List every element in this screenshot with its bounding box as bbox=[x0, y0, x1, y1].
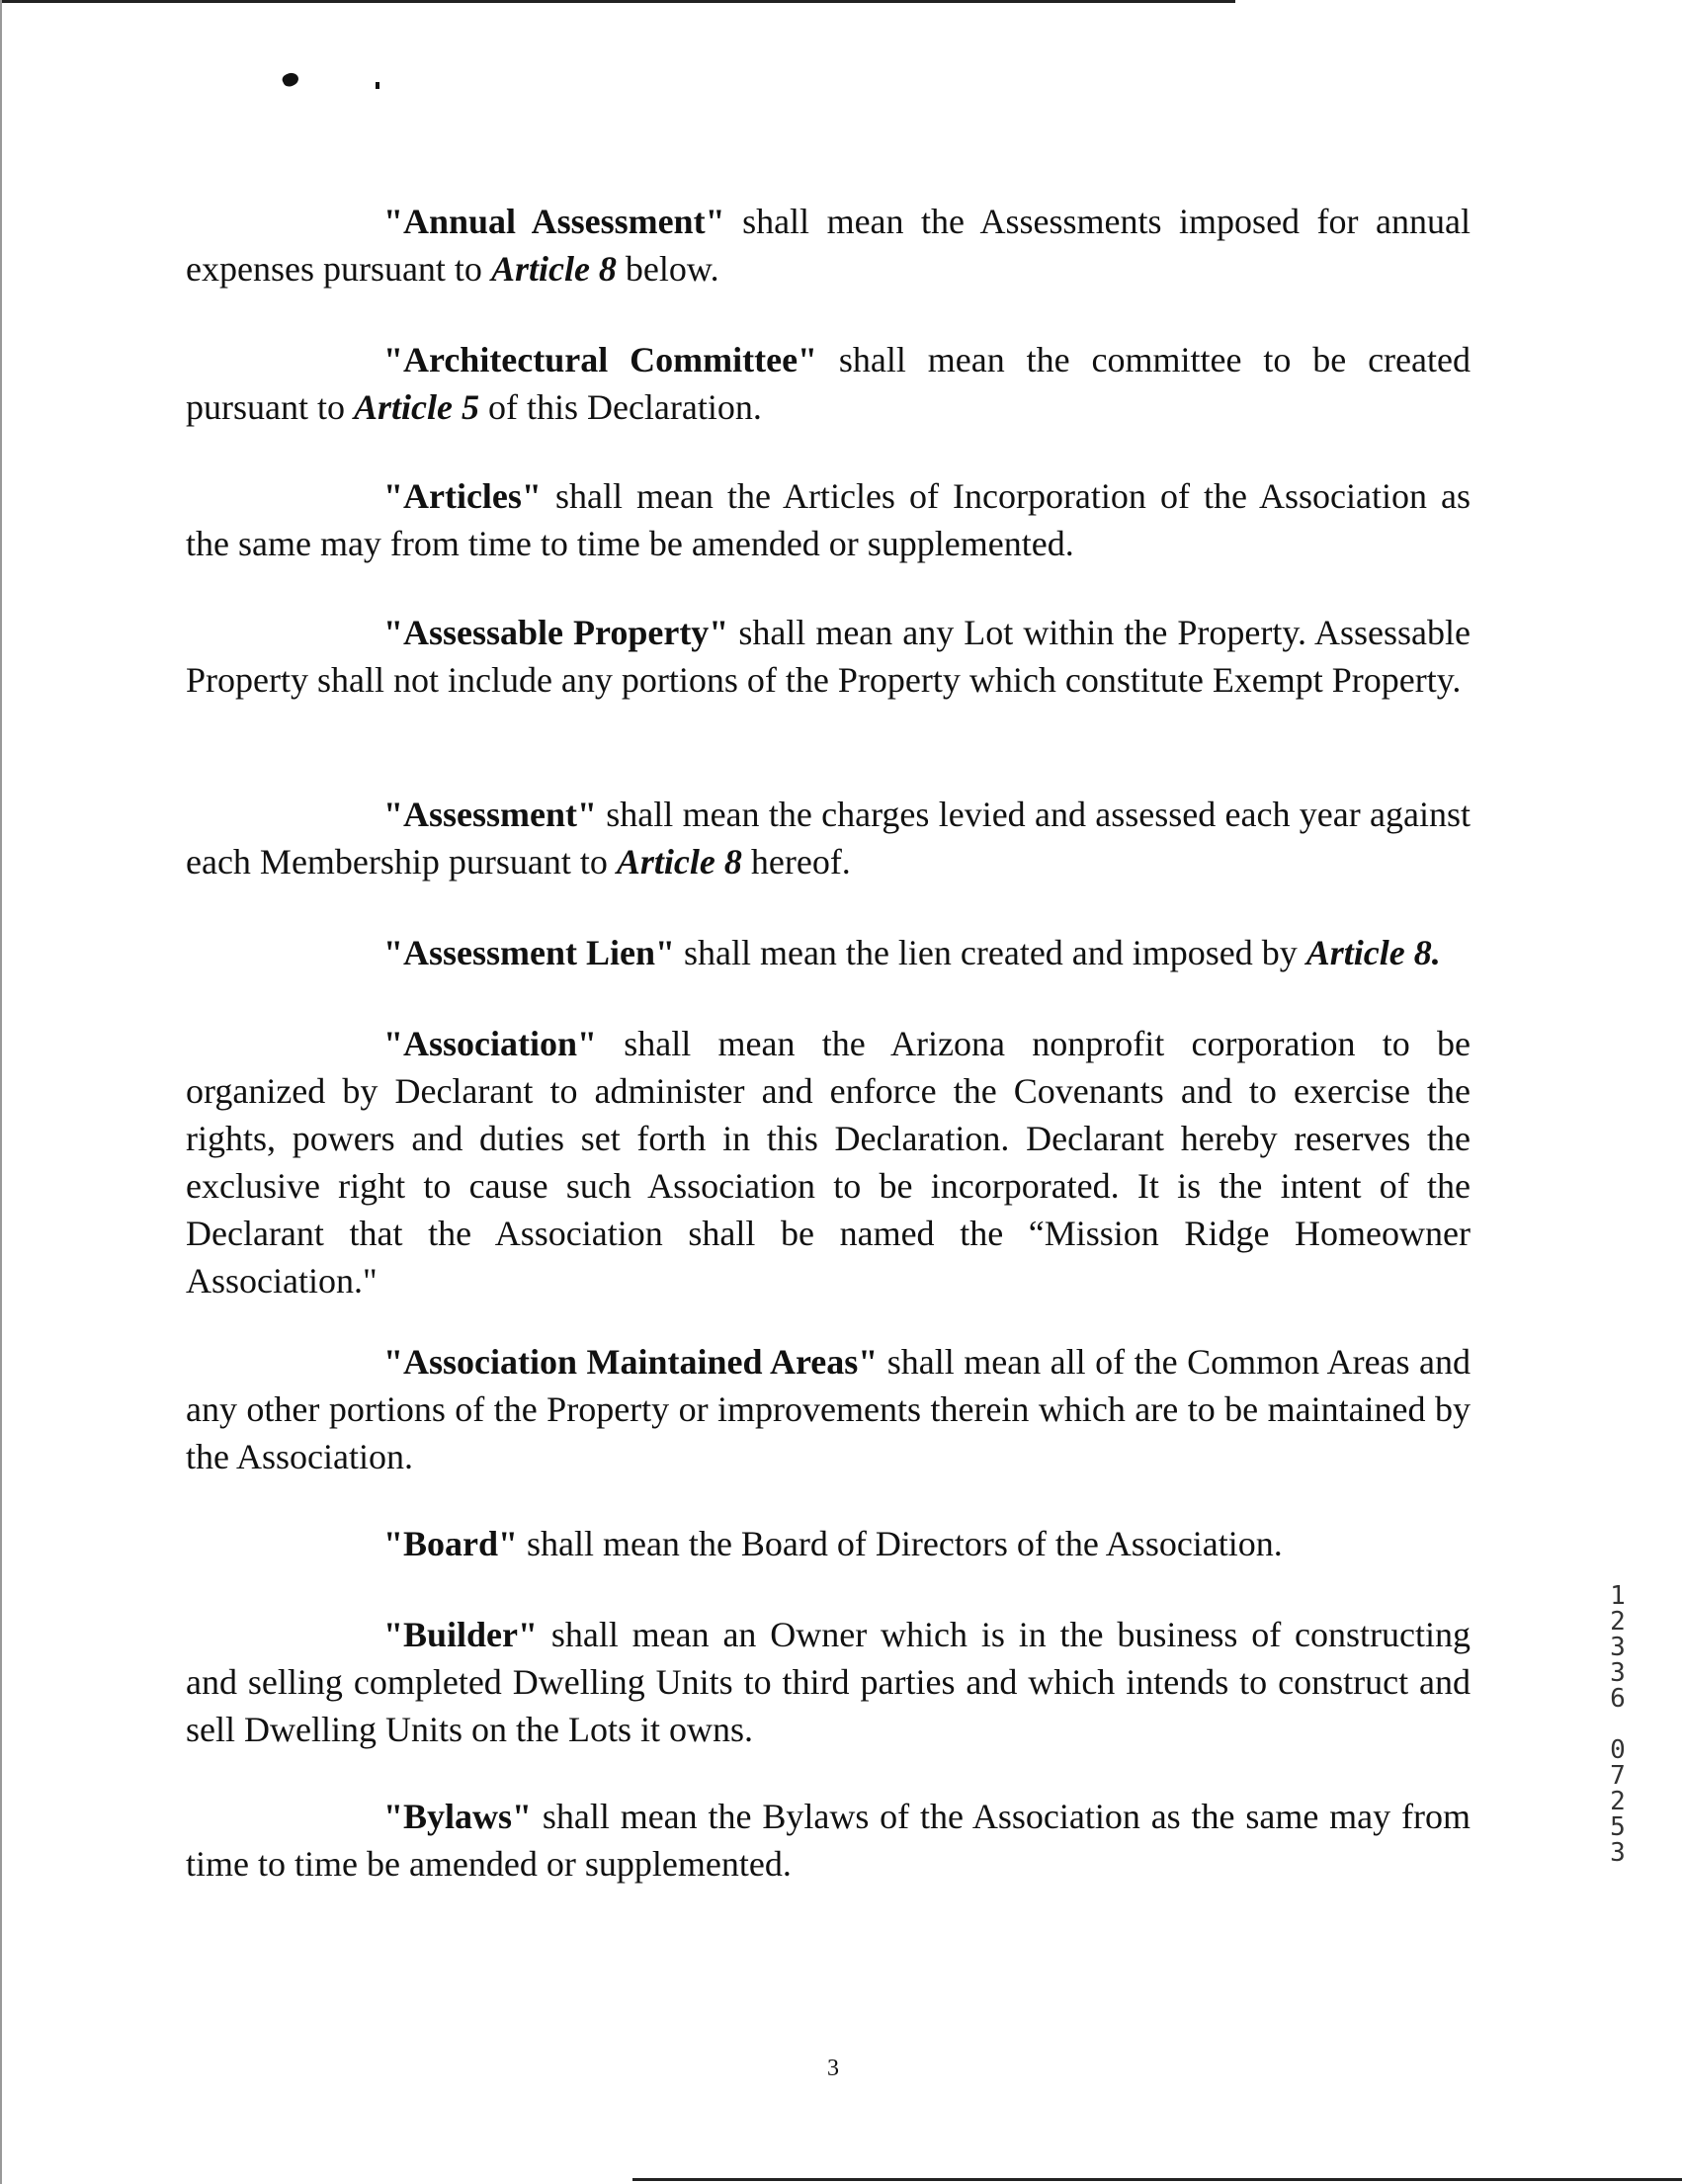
bottom-scan-edge bbox=[632, 2178, 1682, 2181]
scan-speck bbox=[281, 70, 300, 89]
definition-bylaws bbox=[186, 1793, 1471, 1888]
definition-articles bbox=[186, 472, 1471, 567]
definition-text: shall mean the Board of Directors of the Association. bbox=[517, 1524, 1283, 1563]
definition-text: shall mean any Lot within the Property. Assessable Property shall not include any portions of the Property which constitute Exempt Property. bbox=[186, 613, 1471, 700]
definition-board bbox=[186, 1520, 1471, 1567]
definition-term: "Articles" bbox=[383, 476, 542, 516]
definition-assessable-property bbox=[186, 609, 1471, 704]
definition-term: "Association" bbox=[383, 1024, 597, 1063]
definition-association bbox=[186, 1020, 1471, 1304]
definition-text: shall mean the Bylaws of the Association as the same may from time to time be amended or supplemented. bbox=[186, 1797, 1471, 1884]
definition-text: shall mean all of the Common Areas and any other portions of the Property or improvements therein which are to be maintained by the Association. bbox=[186, 1342, 1471, 1476]
definition-term: "Assessable Property" bbox=[383, 613, 729, 652]
definition-term: "Association Maintained Areas" bbox=[383, 1342, 879, 1382]
definition-term: "Builder" bbox=[383, 1615, 538, 1654]
definition-architectural-committee bbox=[186, 336, 1471, 431]
definition-association-maintained-areas bbox=[186, 1338, 1471, 1480]
definition-builder bbox=[186, 1611, 1471, 1753]
definition-assessment bbox=[186, 791, 1471, 885]
top-scan-edge bbox=[0, 0, 1235, 3]
article-reference: Article 8. bbox=[1305, 933, 1441, 972]
definition-text-end: below. bbox=[616, 249, 719, 289]
definition-term: "Bylaws" bbox=[383, 1797, 532, 1836]
left-scan-edge bbox=[0, 0, 2, 2184]
page-number: 3 bbox=[827, 2056, 839, 2081]
definition-term: "Annual Assessment" bbox=[383, 202, 725, 241]
definition-text: shall mean the charges levied and assessed each year against each Membership pursuant to bbox=[186, 795, 1471, 882]
article-reference: Article 8 bbox=[490, 249, 617, 289]
definition-text-end: hereof. bbox=[741, 842, 851, 882]
definition-assessment-lien bbox=[186, 929, 1471, 976]
definition-text: shall mean an Owner which is in the business of constructing and selling completed Dwelling Units to third parties and which intends to construct and sell Dwelling Units on the Lots it owns. bbox=[186, 1615, 1471, 1749]
definition-text: shall mean the Articles of Incorporation of the Association as the same may from time to time be amended or supplemented. bbox=[186, 476, 1471, 563]
definition-text: shall mean the Arizona nonprofit corporation to be organized by Declarant to administer and enforce the Covenants and to exercise the rights, powers and duties set forth in this Declaration. Declarant hereby reserves the exclusive right to cause such Association to be incorporated. It is the intent of the Declarant that the Association shall be named the “Mission Ridge Homeowner Association." bbox=[186, 1024, 1471, 1301]
definition-term: "Board" bbox=[383, 1524, 518, 1563]
definition-text: shall mean the committee to be created pursuant to bbox=[186, 340, 1471, 427]
definition-text-end: of this Declaration. bbox=[478, 387, 762, 427]
definition-term: "Architectural Committee" bbox=[383, 340, 818, 379]
definition-term: "Assessment" bbox=[383, 795, 597, 834]
article-reference: Article 5 bbox=[353, 387, 479, 427]
recording-number-stamp: 12336 07253 bbox=[1603, 1581, 1633, 1864]
definition-text: shall mean the Assessments imposed for annual expenses pursuant to bbox=[186, 202, 1471, 289]
article-reference: Article 8 bbox=[616, 842, 742, 882]
definition-text: shall mean the lien created and imposed by bbox=[674, 933, 1306, 972]
definition-annual-assessment bbox=[186, 198, 1471, 293]
scan-speck bbox=[376, 82, 379, 89]
definition-term: "Assessment Lien" bbox=[383, 933, 675, 972]
